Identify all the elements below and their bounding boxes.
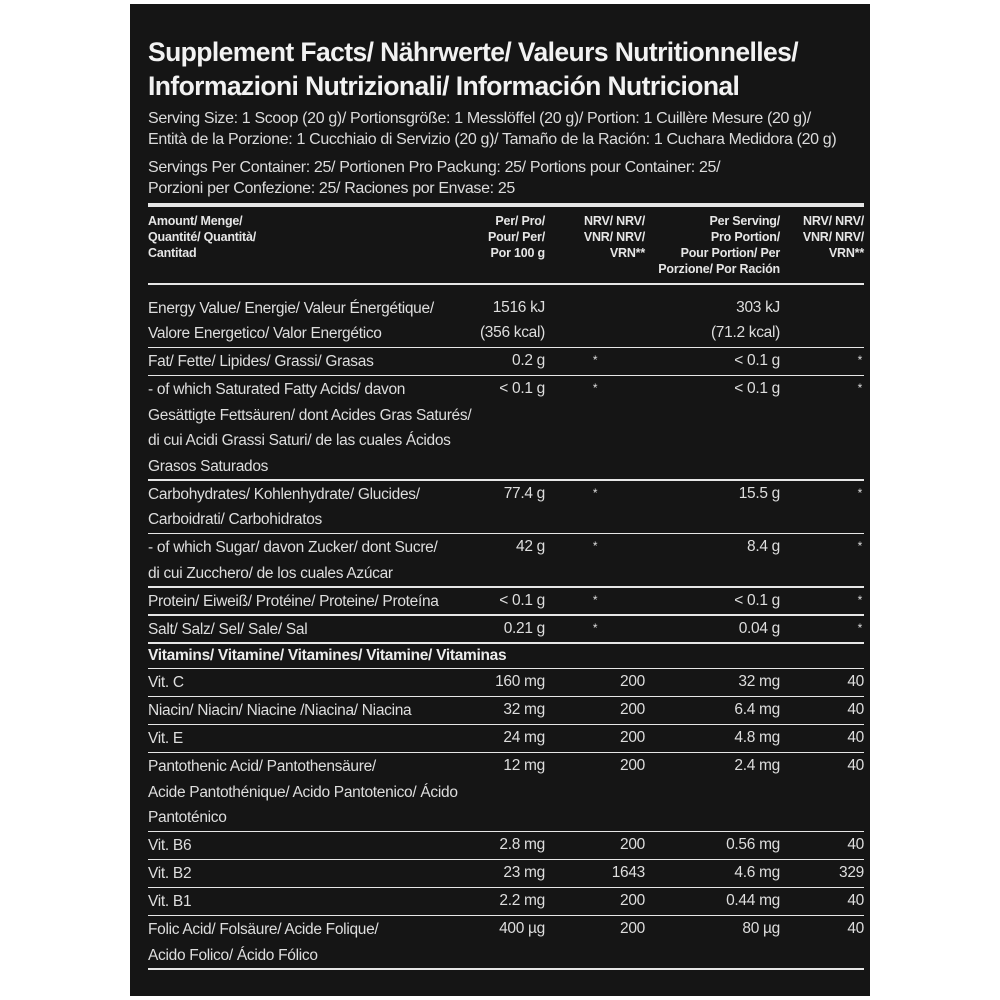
vitamin-rows — [148, 669, 864, 970]
value-per-100g: 1516 kJ (356 kcal) — [479, 298, 545, 341]
value-per-100g: < 0.1 g — [499, 380, 545, 397]
nrv-per-serving: 40 — [847, 729, 864, 746]
value-per-serving: 0.56 mg — [726, 836, 780, 853]
nrv-per-100g: * — [592, 353, 598, 367]
value-per-serving: < 0.1 g — [734, 380, 780, 397]
nrv-per-serving: 40 — [847, 757, 864, 774]
nutrient-name: Carbohydrates/ Kohlenhydrate/ Glucides/ Carboidrati/ Carbohidratos — [148, 485, 420, 528]
header-per-100g: Per/ Pro/ Pour/ Per/ Por 100 g — [487, 214, 545, 260]
value-per-serving: 80 µg — [742, 920, 780, 937]
table-row — [148, 888, 864, 915]
table-row — [148, 697, 864, 724]
nrv-per-100g: 200 — [620, 757, 645, 774]
title-line-2: Informazioni Nutrizionali/ Información Nutricional — [148, 71, 740, 101]
table-row — [148, 348, 864, 375]
nrv-per-100g: 200 — [620, 701, 645, 718]
value-per-serving: < 0.1 g — [734, 352, 780, 369]
servings-line-1: Servings Per Container: 25/ Portionen Pro Packung: 25/ Portions pour Container: 25/ — [148, 159, 721, 176]
nrv-per-100g: 200 — [620, 836, 645, 853]
value-per-serving: < 0.1 g — [734, 591, 780, 609]
nrv-per-serving: * — [857, 539, 862, 553]
nrv-per-serving: 329 — [839, 864, 864, 881]
table-header — [148, 207, 864, 283]
nrv-per-serving: 40 — [847, 892, 864, 909]
nutrient-name: Niacin/ Niacin/ Niacine /Niacina/ Niacina — [148, 702, 412, 719]
nrv-per-100g: 200 — [620, 892, 645, 909]
nrv-per-serving: * — [857, 620, 862, 635]
nutrient-rows — [148, 285, 864, 644]
table-row — [148, 916, 864, 968]
nutrient-name: Vit. B1 — [148, 893, 192, 910]
value-per-100g: 42 g — [516, 538, 545, 555]
row-rule — [148, 968, 864, 970]
nrv-per-serving: * — [857, 381, 862, 395]
table-row — [148, 588, 864, 615]
value-per-serving: 0.04 g — [738, 619, 780, 637]
value-per-100g: 24 mg — [503, 729, 545, 746]
table-row — [148, 725, 864, 752]
supplement-facts-panel — [130, 4, 870, 996]
nutrient-name: - of which Saturated Fatty Acids/ davon Gesättigte Fettsäuren/ dont Acides Gras Saturés/ di cui Acidi Grassi Saturi/ de las cuales Ácidos Grasos Saturados — [148, 381, 472, 475]
value-per-100g: 23 mg — [503, 864, 545, 881]
nrv-per-100g: * — [592, 592, 598, 607]
nutrient-name: Energy Value/ Energie/ Valeur Énergétique/ Valore Energetico/ Valor Energético — [148, 299, 434, 342]
header-per-serving: Per Serving/ Pro Portion/ Pour Portion/ Per Porzione/ Por Ración — [658, 214, 780, 276]
nrv-per-serving: 40 — [847, 920, 864, 937]
table-row — [148, 481, 864, 533]
value-per-100g: 12 mg — [503, 757, 545, 774]
nrv-per-100g: 1643 — [611, 864, 645, 881]
value-per-serving: 303 kJ (71.2 kcal) — [710, 298, 780, 341]
nrv-per-100g: 200 — [620, 729, 645, 746]
table-row — [148, 669, 864, 696]
header-amount: Amount/ Menge/ Quantité/ Quantità/ Cantitad — [148, 214, 257, 260]
table-row — [148, 753, 864, 831]
nrv-per-100g: 200 — [620, 920, 645, 937]
value-per-100g: 32 mg — [503, 701, 545, 718]
servings-line-2: Porzioni per Confezione: 25/ Raciones por Envase: 25 — [148, 179, 515, 197]
nrv-per-100g: * — [592, 381, 598, 395]
table-row — [148, 616, 864, 643]
table-row — [148, 832, 864, 859]
nutrient-name: Folic Acid/ Folsäure/ Acide Folique/ Acido Folico/ Ácido Fólico — [148, 921, 379, 964]
value-per-serving: 2.4 mg — [734, 757, 780, 774]
nrv-per-serving: * — [857, 592, 862, 607]
nrv-per-serving: 40 — [847, 673, 864, 690]
value-per-serving: 4.6 mg — [734, 864, 780, 881]
nutrient-name: Vit. E — [148, 730, 183, 747]
nutrient-name: Vit. B2 — [148, 865, 192, 882]
nrv-per-100g — [545, 295, 645, 347]
nutrient-name: Fat/ Fette/ Lipides/ Grassi/ Grasas — [148, 353, 374, 370]
header-nrv-2: NRV/ NRV/ VNR/ NRV/ VRN** — [802, 214, 864, 260]
nrv-per-100g: 200 — [620, 673, 645, 690]
value-per-serving: 0.44 mg — [726, 892, 780, 909]
value-per-100g: 77.4 g — [503, 484, 545, 502]
nutrient-name: Salt/ Salz/ Sel/ Sale/ Sal — [148, 620, 308, 638]
value-per-100g: 2.8 mg — [499, 836, 545, 853]
value-per-serving: 15.5 g — [738, 484, 780, 502]
table-row — [148, 860, 864, 887]
title — [148, 35, 864, 103]
serving-size-line-1: Serving Size: 1 Scoop (20 g)/ Portionsgröße: 1 Messlöffel (20 g)/ Portion: 1 Cuillère Mesure (20 g)/ — [148, 110, 811, 127]
nrv-per-serving: 40 — [847, 836, 864, 853]
title-line-1: Supplement Facts/ Nährwerte/ Valeurs Nutritionnelles/ — [148, 37, 799, 67]
nrv-per-serving — [780, 295, 864, 347]
nutrient-name: - of which Sugar/ davon Zucker/ dont Sucre/ di cui Zucchero/ de los cuales Azúcar — [148, 539, 438, 582]
nrv-per-serving: 40 — [847, 701, 864, 718]
nrv-per-100g: * — [592, 485, 598, 500]
spacer — [148, 285, 864, 295]
nutrient-name: Protein/ Eiweiß/ Protéine/ Proteine/ Proteína — [148, 592, 439, 610]
nutrient-name: Pantothenic Acid/ Pantothensäure/ Acide Pantothénique/ Acido Pantotenico/ Ácido Pantoténico — [148, 758, 458, 826]
table-row — [148, 534, 864, 586]
serving-size-line-2: Entità de la Porzione: 1 Cucchiaio di Servizio (20 g)/ Tamaño de la Ración: 1 Cuchara Medidora (20 g) — [148, 130, 837, 148]
value-per-100g: 2.2 mg — [499, 892, 545, 909]
value-per-serving: 4.8 mg — [734, 729, 780, 746]
value-per-serving: 8.4 g — [747, 538, 780, 555]
servings-per-container — [148, 158, 864, 199]
nrv-per-serving: * — [857, 353, 862, 367]
header-nrv-1: NRV/ NRV/ VNR/ NRV/ VRN** — [583, 214, 645, 260]
value-per-100g: < 0.1 g — [499, 591, 545, 609]
nrv-per-100g: * — [592, 539, 598, 553]
nrv-per-serving: * — [857, 485, 862, 500]
nutrient-name: Vit. B6 — [148, 837, 192, 854]
nrv-per-100g: * — [592, 620, 598, 635]
value-per-serving: 32 mg — [738, 673, 780, 690]
value-per-100g: 400 µg — [499, 920, 545, 937]
value-per-100g: 0.21 g — [503, 619, 545, 637]
nutrient-name: Vit. C — [148, 674, 184, 691]
serving-size — [148, 109, 864, 150]
vitamins-heading: Vitamins/ Vitamine/ Vitamines/ Vitamine/ Vitaminas — [148, 646, 507, 664]
value-per-100g: 0.2 g — [512, 352, 545, 369]
value-per-serving: 6.4 mg — [734, 701, 780, 718]
table-row — [148, 376, 864, 479]
value-per-100g: 160 mg — [495, 673, 545, 690]
table-row — [148, 295, 864, 347]
